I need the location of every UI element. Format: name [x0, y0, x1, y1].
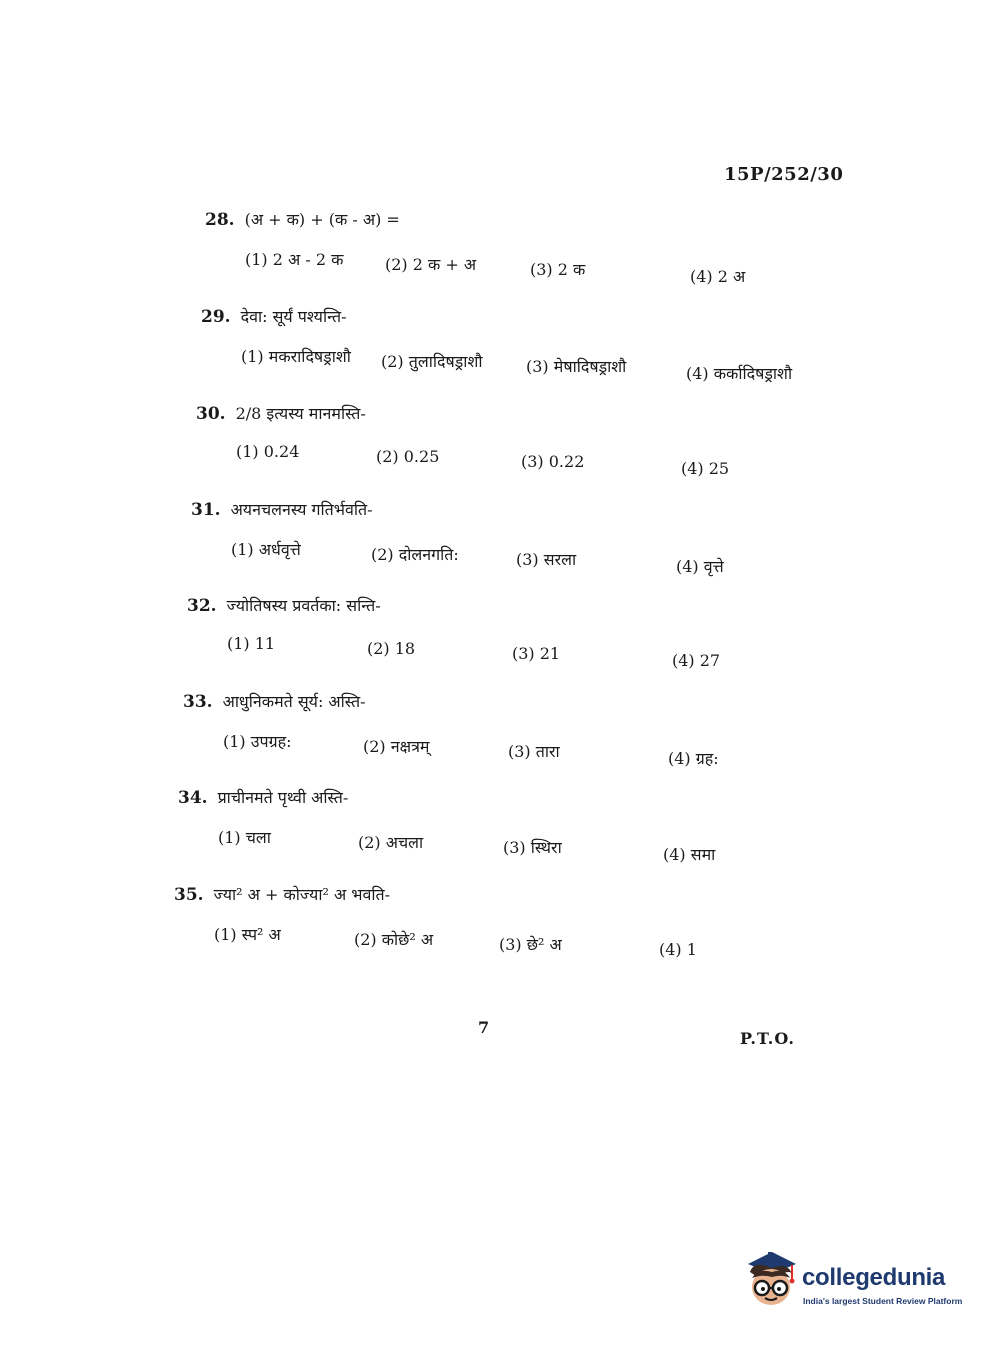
collegedunia-logo	[742, 1250, 972, 1314]
question-text: अयनचलनस्य गतिर्भवति-	[230, 500, 373, 519]
question-number: 30.	[196, 404, 226, 424]
question-30	[196, 402, 896, 478]
question-text: (अ + क) + (क - अ) =	[244, 210, 400, 229]
pto-label: P.T.O.	[740, 1029, 795, 1048]
question-34	[178, 786, 878, 864]
question-number: 33.	[183, 692, 213, 712]
option-3: (3) स्थिरा	[503, 838, 562, 857]
options	[183, 730, 883, 768]
option-1: (1) अर्धवृत्ते	[231, 540, 301, 559]
question-32	[187, 594, 887, 670]
question-number: 29.	[201, 307, 231, 327]
question-28	[205, 208, 905, 286]
option-1: (1) स्प² अ	[214, 925, 281, 944]
question-text: ज्या² अ + कोज्या² अ भवति-	[213, 885, 391, 904]
option-2: (2) कोछे² अ	[354, 930, 434, 949]
student-mascot-icon	[742, 1250, 800, 1310]
question-text: प्राचीनमते पृथ्वी अस्ति-	[217, 788, 349, 807]
option-3: (3) 21	[512, 644, 561, 663]
option-1: (1) मकरादिषड्राशौ	[241, 347, 351, 366]
option-1: (1) चला	[218, 828, 271, 847]
option-4: (4) ग्रह:	[668, 749, 719, 768]
option-1: (1) 11	[227, 634, 276, 653]
options	[174, 923, 874, 959]
options	[191, 538, 891, 576]
question-number: 35.	[174, 885, 204, 905]
question-number: 31.	[191, 500, 221, 520]
paper-code: 15P/252/30	[724, 164, 844, 185]
option-4: (4) समा	[663, 845, 716, 864]
logo-name: collegedunia	[802, 1264, 946, 1291]
option-2: (2) 2 क + अ	[385, 255, 477, 274]
option-3: (3) मेषादिषड्राशौ	[526, 357, 627, 376]
option-3: (3) 2 क	[530, 260, 586, 279]
question-31	[191, 498, 891, 576]
option-1: (1) 0.24	[236, 442, 300, 461]
options	[201, 345, 901, 383]
question-text: आधुनिकमते सूर्य: अस्ति-	[222, 692, 366, 711]
option-1: (1) 2 अ - 2 क	[245, 250, 344, 269]
question-number: 28.	[205, 210, 235, 230]
option-3: (3) छे² अ	[499, 935, 562, 954]
question-text: 2/8 इत्यस्य मानमस्ति-	[235, 404, 366, 423]
option-3: (3) तारा	[508, 742, 560, 761]
option-2: (2) तुलादिषड्राशौ	[381, 352, 483, 371]
option-3: (3) 0.22	[521, 452, 585, 471]
option-4: (4) कर्कादिषड्राशौ	[686, 364, 793, 383]
option-2: (2) 0.25	[376, 447, 440, 466]
option-4: (4) 1	[659, 940, 697, 959]
question-number: 32.	[187, 596, 217, 616]
option-3: (3) सरला	[516, 550, 577, 569]
options	[178, 826, 878, 864]
option-4: (4) 27	[672, 651, 721, 670]
question-text: ज्योतिषस्य प्रवर्तका: सन्ति-	[226, 596, 381, 615]
page-number: 7	[478, 1018, 490, 1037]
option-4: (4) 2 अ	[690, 267, 746, 286]
options	[187, 634, 887, 670]
option-2: (2) दोलनगति:	[371, 545, 459, 564]
question-29	[201, 305, 901, 383]
logo-tagline: India's largest Student Review Platform	[803, 1296, 963, 1306]
option-1: (1) उपग्रह:	[223, 732, 292, 751]
options	[205, 248, 905, 286]
option-2: (2) 18	[367, 639, 416, 658]
question-number: 34.	[178, 788, 208, 808]
question-text: देवा: सूर्यं पश्यन्ति-	[240, 307, 347, 326]
question-35	[174, 883, 874, 959]
options	[196, 442, 896, 478]
option-4: (4) वृत्ते	[676, 557, 724, 576]
question-33	[183, 690, 883, 768]
option-2: (2) नक्षत्रम्	[363, 737, 430, 756]
option-4: (4) 25	[681, 459, 730, 478]
option-2: (2) अचला	[358, 833, 424, 852]
